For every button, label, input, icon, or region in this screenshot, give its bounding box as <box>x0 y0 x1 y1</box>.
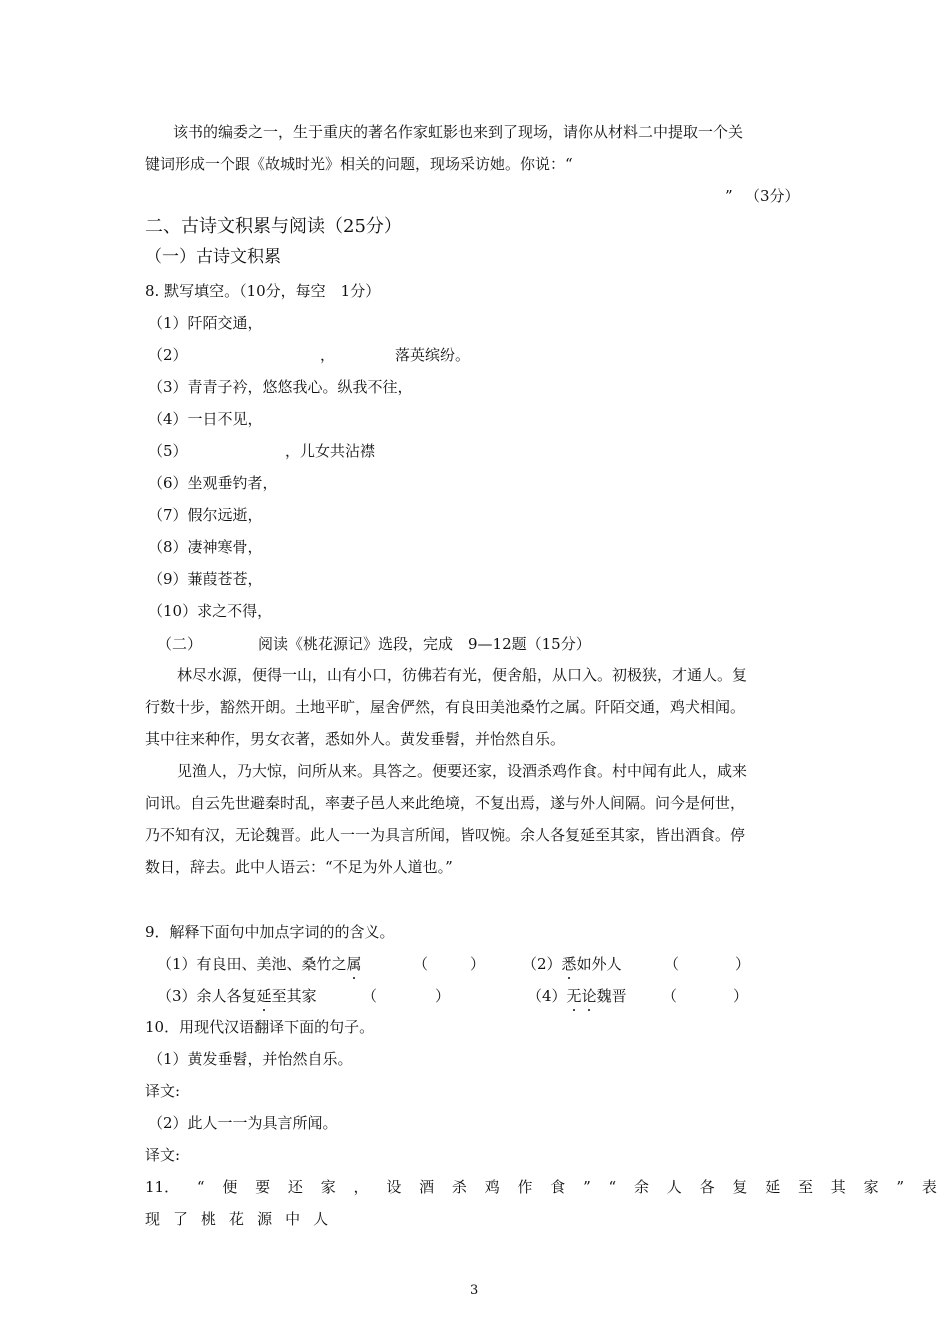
fill-item-9: （9）蒹葭苍苍， <box>148 570 263 588</box>
q9-item-3: （3）余人各复延至其家 <box>157 987 317 1005</box>
fill-item-1: （1）阡陌交通， <box>148 314 263 332</box>
fill-item-5-text: ，儿女共沾襟 <box>285 442 376 460</box>
passage-line-2: 行数十步，豁然开朗。土地平旷，屋舍俨然，有良田美池桑竹之属。阡陌交通，鸡犬相闻。 <box>145 698 746 716</box>
q9-item-4: （4）无论魏晋 <box>527 987 627 1005</box>
passage-line-7: 数日，辞去。此中人语云：“不足为外人道也。” <box>145 858 453 876</box>
question-11-line-1: 11． “ 便 要 还 家 ， 设 酒 杀 鸡 作 食 ” “ 余 人 各 复 延 至 其 家 ” 表 <box>145 1178 937 1196</box>
dotted-char: 论 <box>581 987 597 1005</box>
fill-item-3: （3）青青子衿，悠悠我心。纵我不往， <box>148 378 413 396</box>
q9-blank-3: （ ） <box>362 987 450 1005</box>
fill-item-2: （2） <box>148 346 188 364</box>
question-8: 8. 默写填空。（10分，每空 1分） <box>145 282 381 300</box>
q10-sentence-1: （1）黄发垂髫，并怡然自乐。 <box>148 1050 353 1068</box>
fill-item-6: （6）坐观垂钓者， <box>148 474 278 492</box>
intro-score: （3分） <box>745 187 800 205</box>
q9-blank-4: （ ） <box>662 987 748 1005</box>
q10-translation-1: 译文: <box>145 1082 181 1100</box>
passage-line-5: 问讯。自云先世避秦时乱，率妻子邑人来此绝境，不复出焉，遂与外人间隔。问今是何世， <box>145 794 746 812</box>
fill-item-2-comma: ， <box>320 346 336 364</box>
fill-item-7: （7）假尔远逝， <box>148 506 263 524</box>
passage-line-4: 见渔人，乃大惊，问所从来。具答之。便要还家，设酒杀鸡作食。村中闻有此人，咸来 <box>177 762 748 780</box>
q9-blank-2: （ ） <box>664 955 750 973</box>
subsection-title-2-num: （二） <box>157 635 203 653</box>
fill-item-4: （4）一日不见， <box>148 410 263 428</box>
passage-line-1: 林尽水源，便得一山，山有小口，彷佛若有光，便舍船，从口入。初极狭，才通人。复 <box>177 666 748 684</box>
fill-item-2-text: 落英缤纷。 <box>395 346 471 364</box>
intro-line-1: 该书的编委之一，生于重庆的著名作家虹影也来到了现场，请你从材料二中提取一个关 <box>173 123 744 141</box>
subsection-title-2: 阅读《桃花源记》选段，完成 9—12题（15分） <box>258 635 591 653</box>
passage-line-3: 其中往来种作，男女衣著，悉如外人。黄发垂髫，并怡然自乐。 <box>145 730 566 748</box>
intro-quote-close: ” <box>725 187 733 205</box>
q9-blank-1: （ ） <box>413 955 485 973</box>
section-title: 二、古诗文积累与阅读（25分） <box>145 216 402 237</box>
fill-item-5: （5） <box>148 442 188 460</box>
q10-sentence-2: （2）此人一一为具言所闻。 <box>148 1114 338 1132</box>
dotted-char: 延 <box>256 987 272 1005</box>
question-9: 9．解释下面句中加点字词的的含义。 <box>145 923 395 941</box>
dotted-char: 无 <box>566 987 582 1005</box>
passage-line-6: 乃不知有汉，无论魏晋。此人一一为具言所闻，皆叹惋。余人各复延至其家，皆出酒食。停 <box>145 826 746 844</box>
q9-item-1: （1）有良田、美池、桑竹之属 <box>157 955 362 973</box>
q10-translation-2: 译文: <box>145 1146 181 1164</box>
q9-item-2: （2）悉如外人 <box>522 955 622 973</box>
question-11-line-2: 现 了 桃 花 源 中 人 <box>145 1210 329 1228</box>
intro-line-2: 键词形成一个跟《故城时光》相关的问题，现场采访她。你说：“ <box>145 155 573 173</box>
dotted-char: 属 <box>346 955 362 973</box>
question-10: 10．用现代汉语翻译下面的句子。 <box>145 1018 375 1036</box>
page-number: 3 <box>470 1283 479 1298</box>
fill-item-8: （8）凄神寒骨， <box>148 538 263 556</box>
fill-item-10: （10）求之不得， <box>148 602 273 620</box>
subsection-title-1: （一）古诗文积累 <box>145 247 281 267</box>
dotted-char: 悉 <box>561 955 577 973</box>
